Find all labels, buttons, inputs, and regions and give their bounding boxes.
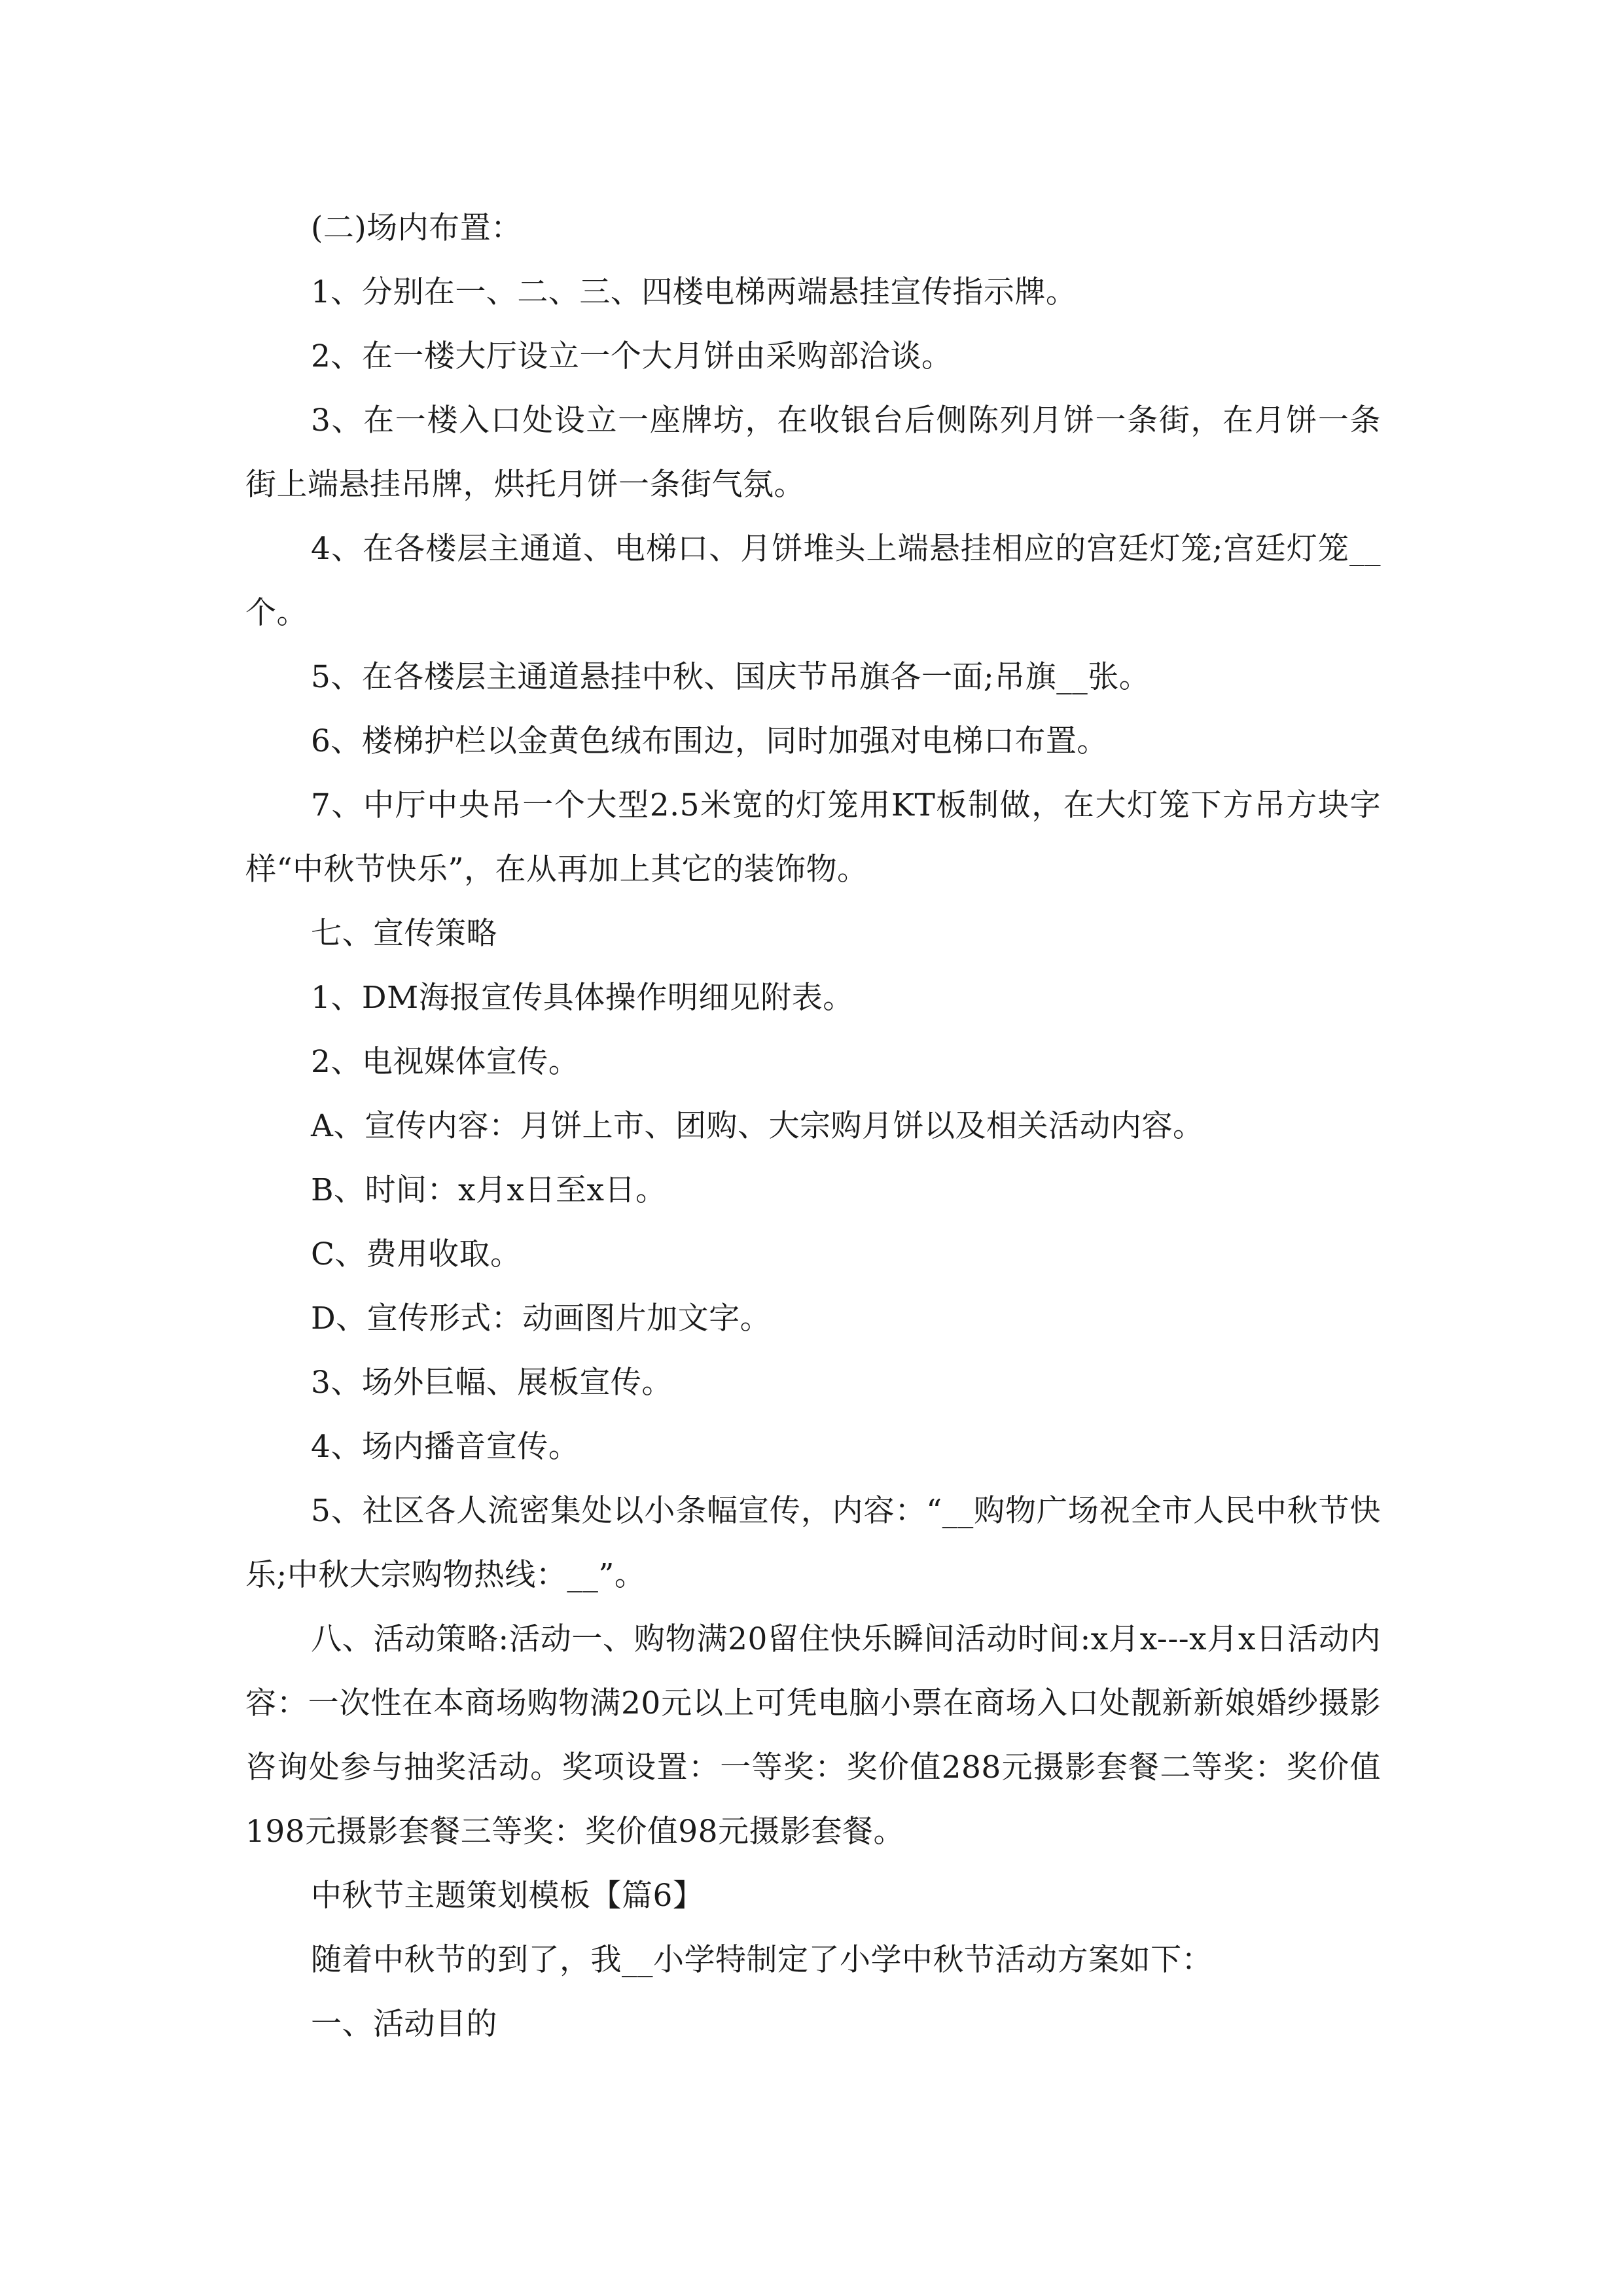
paragraph-layout-item-1: 1、分别在一、二、三、四楼电梯两端悬挂宣传指示牌。: [311, 274, 1077, 310]
paragraph-promotion-item-1: 1、DM海报宣传具体操作明细见附表。: [311, 980, 854, 1016]
document-body: [245, 196, 1381, 2056]
paragraph-layout-item-3: 3、在一楼入口处设立一座牌坊，在收银台后侧陈列月饼一条街，在月饼一条街上端悬挂吊牌，烘托月饼一条街气氛。: [245, 403, 1381, 503]
paragraph-promotion-sub-c: C、费用收取。: [311, 1236, 522, 1272]
paragraph-layout-item-4: 4、在各楼层主通道、电梯口、月饼堆头上端悬挂相应的宫廷灯笼;宫廷灯笼__个。: [245, 531, 1381, 631]
paragraph-template-title: 中秋节主题策划模板【篇6】: [311, 1878, 704, 1914]
paragraph-promotion-sub-a: A、宣传内容：月饼上市、团购、大宗购月饼以及相关活动内容。: [311, 1108, 1204, 1144]
paragraph-promotion-sub-d: D、宣传形式：动画图片加文字。: [311, 1300, 772, 1336]
paragraph-promotion-item-4: 4、场内播音宣传。: [311, 1429, 580, 1465]
paragraph-intro: 随着中秋节的到了，我__小学特制定了小学中秋节活动方案如下：: [311, 1942, 1213, 1978]
paragraph-promotion-item-5: 5、社区各人流密集处以小条幅宣传，内容：“__购物广场祝全市人民中秋节快乐;中秋大宗购物热线：__”。: [245, 1493, 1381, 1593]
paragraph-layout-item-5: 5、在各楼层主通道悬挂中秋、国庆节吊旗各一面;吊旗__张。: [311, 659, 1150, 695]
paragraph-venue-layout-heading: (二)场内布置：: [311, 210, 522, 246]
paragraph-layout-item-6: 6、楼梯护栏以金黄色绒布围边，同时加强对电梯口布置。: [311, 723, 1108, 759]
paragraph-promotion-sub-b: B、时间：x月x日至x日。: [311, 1172, 667, 1208]
paragraph-layout-item-7: 7、中厅中央吊一个大型2.5米宽的灯笼用KT板制做，在大灯笼下方吊方块字样“中秋节快乐”，在从再加上其它的装饰物。: [245, 787, 1381, 888]
paragraph-promotion-item-2: 2、电视媒体宣传。: [311, 1044, 580, 1080]
paragraph-activity-strategy: 八、活动策略:活动一、购物满20留住快乐瞬间活动时间:x月x---x月x日活动内容：一次性在本商场购物满20元以上可凭电脑小票在商场入口处靓新新娘婚纱摄影咨询处参与抽奖活动。奖项设置：一等奖：奖价值288元摄影套餐二等奖：奖价值198元摄影套餐三等奖：奖价值98元摄影套餐。: [245, 1621, 1381, 1850]
paragraph-promotion-item-3: 3、场外巨幅、展板宣传。: [311, 1365, 673, 1401]
paragraph-promotion-strategy-heading: 七、宣传策略: [311, 916, 497, 952]
paragraph-activity-purpose-heading: 一、活动目的: [311, 2006, 497, 2042]
paragraph-layout-item-2: 2、在一楼大厅设立一个大月饼由采购部洽谈。: [311, 338, 953, 374]
